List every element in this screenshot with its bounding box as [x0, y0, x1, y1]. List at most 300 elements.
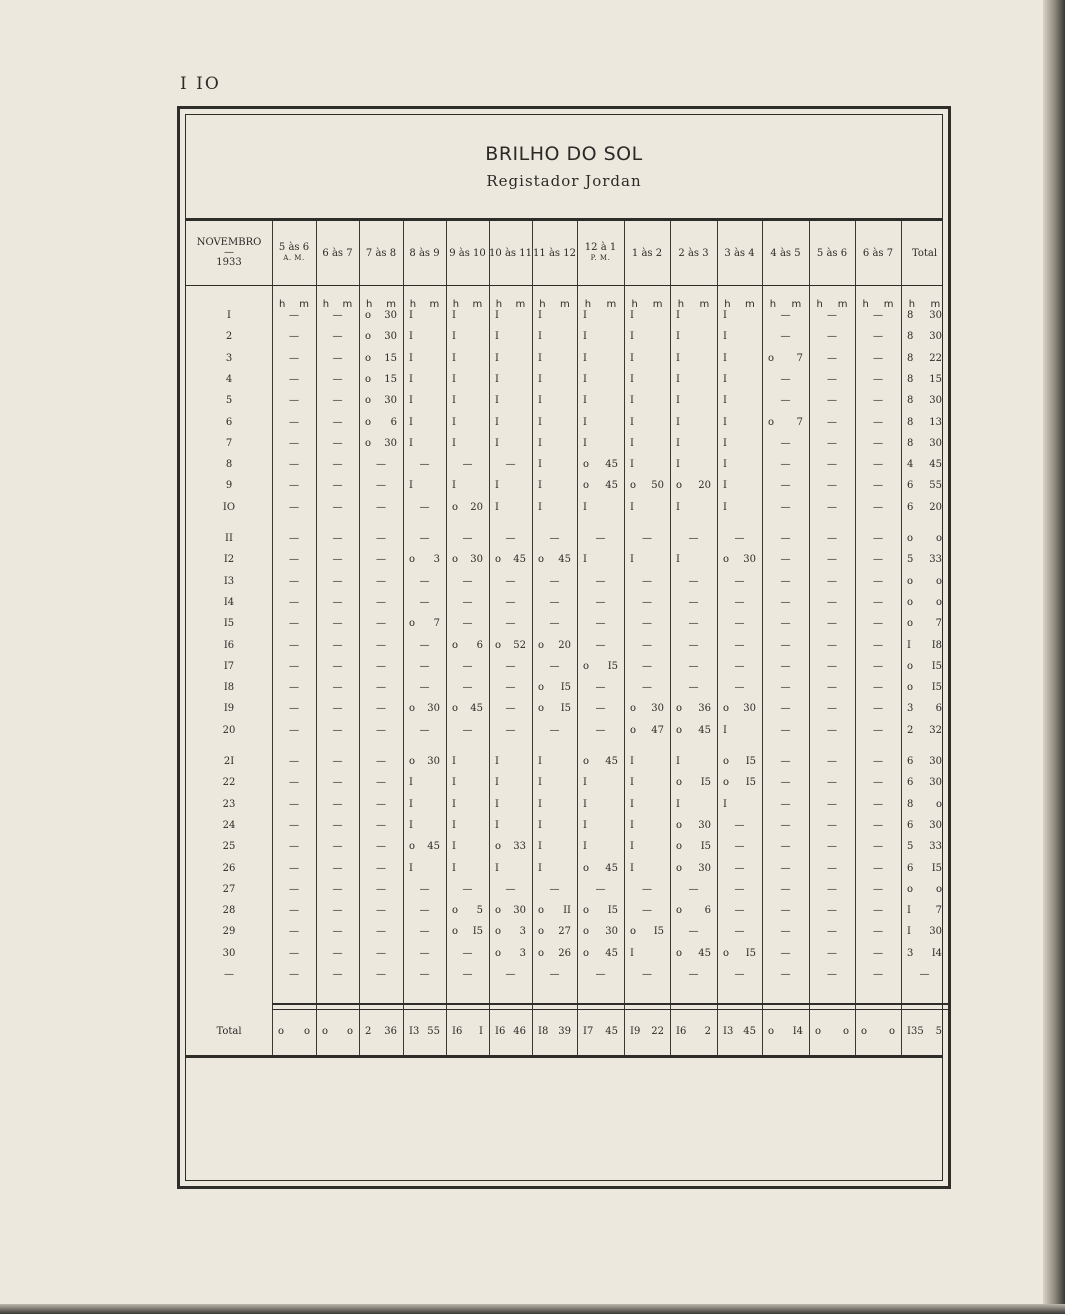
table-cell: —: [780, 331, 791, 342]
row-day: I4: [223, 597, 235, 608]
cell-hours: o: [409, 618, 416, 629]
column-header-label: 2 às 3: [678, 247, 709, 259]
table-cell: [489, 926, 532, 940]
table-cell: I: [676, 310, 680, 321]
cell-minutes: I5: [745, 777, 756, 788]
table-cell: —: [332, 353, 343, 364]
table-cell: —: [873, 533, 883, 544]
table-cell: —: [332, 682, 343, 693]
table-cell: [403, 756, 446, 770]
cell-hours: o: [768, 1026, 775, 1037]
unit-minutes: m: [745, 299, 755, 310]
table-cell: —: [873, 310, 883, 321]
table-cell: —: [827, 969, 837, 980]
table-cell: [532, 1026, 577, 1040]
row-day: I9: [223, 703, 235, 714]
row-day: I: [227, 310, 231, 321]
table-cell: —: [780, 554, 791, 565]
table-cell: —: [289, 395, 299, 406]
table-cell: [901, 502, 948, 516]
cell-hours: o: [452, 502, 459, 513]
table-cell: I: [409, 799, 413, 810]
table-cell: —: [289, 863, 299, 874]
cell-hours: o: [365, 417, 372, 428]
cell-minutes: 46: [513, 1026, 526, 1037]
table-cell: I: [409, 353, 413, 364]
table-cell: I: [409, 438, 413, 449]
table-cell: —: [595, 725, 606, 736]
cell-minutes: 7: [935, 905, 942, 916]
table-cell: I: [630, 863, 634, 874]
table-cell: —: [873, 884, 883, 895]
table-row: [186, 839, 948, 855]
cell-minutes: 3: [433, 554, 440, 565]
table-cell: —: [332, 374, 343, 385]
table-cell: —: [376, 725, 386, 736]
unit-minutes: m: [429, 299, 440, 310]
table-cell: [901, 576, 948, 590]
table-cell: —: [289, 884, 299, 895]
unit-minutes: m: [606, 299, 617, 310]
table-cell: —: [289, 905, 299, 916]
unit-hours: h: [584, 299, 592, 310]
cell-hours: o: [583, 926, 590, 937]
table-cell: —: [827, 863, 837, 874]
table-cell: —: [505, 661, 516, 672]
cell-hours: 8: [907, 310, 914, 321]
table-cell: —: [642, 533, 652, 544]
table-cell: —: [780, 310, 791, 321]
table-cell: I: [538, 374, 542, 385]
table-cell: I: [630, 353, 634, 364]
table-cell: —: [780, 576, 791, 587]
table-cell: —: [873, 682, 883, 693]
cell-hours: o: [676, 480, 683, 491]
table-cell: [359, 331, 403, 345]
table-cell: —: [780, 502, 791, 513]
table-cell: [446, 502, 489, 516]
cell-minutes: 30: [929, 820, 942, 831]
table-cell: [670, 725, 717, 739]
table-cell: [359, 353, 403, 367]
table-cell: —: [688, 661, 699, 672]
table-cell: [670, 820, 717, 834]
table-cell: —: [642, 618, 652, 629]
cell-minutes: 30: [743, 703, 756, 714]
table-cell: —: [289, 459, 299, 470]
table-cell: I: [676, 554, 680, 565]
cell-hours: o: [907, 597, 914, 608]
cell-hours: o: [815, 1026, 822, 1037]
table-cell: I: [452, 756, 456, 767]
cell-minutes: 50: [651, 480, 664, 491]
cell-minutes: I5: [931, 661, 942, 672]
cell-hours: o: [907, 576, 914, 587]
table-cell: —: [734, 682, 745, 693]
table-cell: I: [630, 395, 634, 406]
cell-hours: 6: [907, 756, 914, 767]
table-cell: —: [289, 799, 299, 810]
table-cell: —: [462, 948, 473, 959]
table-cell: —: [419, 533, 430, 544]
table-cell: —: [332, 905, 343, 916]
table-row: [186, 351, 948, 367]
column-header-label: 11 às 12: [533, 247, 576, 259]
table-cell: —: [873, 576, 883, 587]
table-cell: I: [452, 374, 456, 385]
table-cell: I: [723, 331, 727, 342]
table-cell: I: [495, 502, 499, 513]
cell-minutes: 36: [384, 1026, 397, 1037]
row-day: 29: [222, 926, 236, 937]
cell-minutes: 30: [698, 820, 711, 831]
cell-minutes: I5: [653, 926, 664, 937]
table-cell: [577, 948, 624, 962]
cell-minutes: I5: [472, 926, 483, 937]
cell-hours: o: [365, 395, 372, 406]
table-cell: I: [676, 438, 680, 449]
table-cell: I: [538, 395, 542, 406]
table-cell: [901, 438, 948, 452]
table-cell: —: [332, 777, 343, 788]
row-day: I2: [223, 554, 235, 565]
cell-hours: I3: [723, 1026, 734, 1037]
cell-minutes: 22: [929, 353, 942, 364]
table-cell: I: [723, 502, 727, 513]
table-cell: —: [332, 756, 343, 767]
table-cell: [446, 926, 489, 940]
table-cell: —: [419, 459, 430, 470]
table-row: [186, 754, 948, 770]
cell-minutes: I5: [931, 863, 942, 874]
table-cell: —: [734, 533, 745, 544]
table-cell: I: [409, 417, 413, 428]
table-cell: —: [780, 682, 791, 693]
cell-hours: o: [583, 948, 590, 959]
table-cell: [532, 703, 577, 717]
table-cell: —: [549, 661, 560, 672]
cell-minutes: I5: [745, 756, 756, 767]
column-header: [446, 221, 489, 285]
cell-minutes: 45: [470, 703, 483, 714]
table-cell: —: [827, 533, 837, 544]
cell-minutes: o: [935, 799, 942, 810]
month-dash: —: [224, 247, 234, 258]
table-cell: I: [452, 863, 456, 874]
table-cell: [272, 1026, 316, 1040]
cell-hours: 5: [907, 554, 914, 565]
cell-minutes: 33: [929, 841, 942, 852]
table-cell: I: [723, 459, 727, 470]
cell-minutes: I5: [560, 682, 571, 693]
table-cell: [359, 374, 403, 388]
table-cell: I: [583, 374, 587, 385]
table-cell: I: [630, 374, 634, 385]
table-cell: —: [549, 533, 560, 544]
table-cell: [489, 1026, 532, 1040]
cell-hours: o: [409, 703, 416, 714]
row-day: IO: [222, 502, 236, 513]
cell-hours: o: [495, 554, 502, 565]
cell-minutes: 7: [796, 353, 803, 364]
table-cell: I: [538, 353, 542, 364]
table-cell: —: [873, 725, 883, 736]
cell-minutes: I: [479, 1026, 483, 1037]
table-cell: —: [289, 969, 299, 980]
page-binding-edge: [1043, 0, 1065, 1314]
cell-minutes: 15: [384, 353, 397, 364]
column-header: [577, 221, 624, 285]
table-cell: —: [419, 969, 430, 980]
table-cell: [624, 1026, 670, 1040]
column-header-period: A. M.: [283, 254, 305, 262]
table-cell: I: [630, 799, 634, 810]
cell-hours: o: [365, 353, 372, 364]
table-cell: I: [409, 310, 413, 321]
cell-minutes: 7: [796, 417, 803, 428]
column-header: [762, 221, 809, 285]
unit-hours: h: [495, 299, 503, 310]
table-cell: I: [409, 863, 413, 874]
cell-hours: 4: [907, 459, 914, 470]
cell-minutes: 30: [384, 395, 397, 406]
table-cell: —: [734, 863, 745, 874]
table-cell: [901, 820, 948, 834]
table-cell: I: [452, 331, 456, 342]
cell-hours: o: [583, 480, 590, 491]
header-rule: [186, 285, 942, 286]
cell-minutes: 32: [929, 725, 942, 736]
table-cell: —: [505, 533, 516, 544]
table-cell: —: [462, 682, 473, 693]
table-cell: —: [462, 459, 473, 470]
table-cell: —: [376, 703, 386, 714]
table-cell: —: [688, 618, 699, 629]
table-cell: —: [642, 597, 652, 608]
table-cell: —: [332, 395, 343, 406]
table-cell: [624, 926, 670, 940]
table-cell: —: [873, 331, 883, 342]
table-cell: [489, 841, 532, 855]
table-cell: —: [780, 703, 791, 714]
table-cell: I: [409, 777, 413, 788]
cell-hours: o: [538, 948, 545, 959]
cell-hours: o: [768, 353, 775, 364]
row-day: 30: [222, 948, 236, 959]
cell-hours: 6: [907, 502, 914, 513]
row-day: 27: [222, 884, 236, 895]
table-cell: I: [495, 863, 499, 874]
cell-minutes: I5: [931, 682, 942, 693]
cell-hours: o: [365, 374, 372, 385]
cell-hours: I6: [452, 1026, 463, 1037]
table-cell: —: [376, 820, 386, 831]
cell-hours: o: [907, 661, 914, 672]
unit-hours: h: [677, 299, 685, 310]
cell-hours: o: [409, 554, 416, 565]
cell-hours: o: [452, 905, 459, 916]
table-cell: [577, 905, 624, 919]
table-cell: —: [780, 395, 791, 406]
table-cell: [577, 459, 624, 473]
table-cell: —: [549, 884, 560, 895]
table-cell: —: [419, 661, 430, 672]
table-cell: —: [332, 661, 343, 672]
table-row: [186, 775, 948, 791]
column-header: [901, 221, 948, 285]
table-row: [186, 946, 948, 962]
table-cell: —: [549, 725, 560, 736]
table-cell: I: [538, 417, 542, 428]
table-cell: —: [332, 331, 343, 342]
cell-hours: o: [452, 640, 459, 651]
table-row: [186, 478, 948, 494]
row-day: 24: [222, 820, 236, 831]
cell-hours: o: [676, 725, 683, 736]
table-cell: I: [452, 820, 456, 831]
table-cell: [901, 640, 948, 654]
column-header: [272, 221, 316, 285]
table-cell: —: [505, 703, 516, 714]
table-cell: I: [630, 331, 634, 342]
table-cell: —: [376, 480, 386, 491]
table-cell: [901, 533, 948, 547]
cell-hours: I6: [676, 1026, 687, 1037]
table-cell: [489, 554, 532, 568]
table-cell: —: [419, 576, 430, 587]
table-cell: I: [452, 395, 456, 406]
table-cell: —: [376, 926, 386, 937]
cell-hours: o: [768, 417, 775, 428]
column-header-label: 6 às 7: [322, 247, 353, 259]
table-cell: I: [538, 331, 542, 342]
page-subtitle: Registador Jordan: [486, 172, 642, 190]
column-header: [403, 221, 446, 285]
table-cell: I: [538, 841, 542, 852]
table-cell: [901, 777, 948, 791]
cell-hours: o: [723, 703, 730, 714]
cell-minutes: 30: [384, 310, 397, 321]
cell-minutes: 27: [558, 926, 571, 937]
table-cell: I: [630, 438, 634, 449]
table-cell: —: [505, 969, 516, 980]
column-header-label: 7 às 8: [365, 247, 397, 259]
table-cell: —: [873, 438, 883, 449]
table-cell: —: [827, 884, 837, 895]
cell-minutes: 30: [513, 905, 526, 916]
table-cell: —: [827, 841, 837, 852]
table-cell: I: [630, 948, 634, 959]
totals-label: Total: [216, 1026, 242, 1037]
month-header: [186, 221, 272, 285]
cell-minutes: o: [935, 533, 942, 544]
table-cell: —: [780, 863, 791, 874]
row-day: 5: [225, 395, 233, 406]
table-cell: —: [734, 969, 745, 980]
table-cell: —: [780, 480, 791, 491]
table-cell: I: [723, 480, 727, 491]
table-cell: —: [505, 884, 516, 895]
cell-hours: o: [630, 480, 637, 491]
table-cell: —: [419, 948, 430, 959]
cell-minutes: 7: [433, 618, 440, 629]
table-cell: I: [409, 374, 413, 385]
table-cell: [717, 1026, 762, 1040]
table-cell: —: [332, 725, 343, 736]
table-cell: —: [376, 533, 386, 544]
column-header: [316, 221, 359, 285]
cell-hours: o: [495, 948, 502, 959]
table-cell: [717, 756, 762, 770]
cell-minutes: 15: [384, 374, 397, 385]
table-cell: —: [873, 480, 883, 491]
table-cell: [624, 703, 670, 717]
table-cell: [670, 480, 717, 494]
table-cell: [489, 640, 532, 654]
cell-hours: I8: [538, 1026, 549, 1037]
table-cell: [577, 756, 624, 770]
cell-hours: o: [907, 533, 914, 544]
row-day: II: [225, 533, 233, 544]
table-cell: —: [376, 799, 386, 810]
table-row: [186, 415, 948, 431]
table-cell: I: [583, 353, 587, 364]
table-cell: —: [289, 502, 299, 513]
table-cell: —: [549, 618, 560, 629]
cell-hours: 2: [907, 725, 914, 736]
table-cell: —: [376, 777, 386, 788]
table-cell: —: [827, 725, 837, 736]
cell-minutes: o: [842, 1026, 849, 1037]
table-cell: —: [332, 884, 343, 895]
table-cell: I: [538, 502, 542, 513]
cell-hours: 6: [907, 777, 914, 788]
table-cell: —: [642, 661, 652, 672]
table-bottom-rule: [186, 1055, 942, 1058]
table-cell: —: [780, 969, 791, 980]
column-header-period: P. M.: [590, 254, 611, 262]
column-header: [489, 221, 532, 285]
table-cell: —: [642, 682, 652, 693]
table-row: [186, 574, 948, 590]
table-cell: —: [289, 597, 299, 608]
table-cell: —: [827, 820, 837, 831]
table-cell: —: [419, 682, 430, 693]
cell-hours: 8: [907, 353, 914, 364]
table-cell: I: [723, 417, 727, 428]
table-cell: [901, 310, 948, 324]
unit-minutes: m: [699, 299, 710, 310]
cell-hours: o: [452, 554, 459, 565]
table-cell: [532, 948, 577, 962]
table-cell: —: [873, 863, 883, 874]
cell-minutes: 30: [929, 438, 942, 449]
table-cell: [577, 661, 624, 675]
table-cell: I: [452, 353, 456, 364]
table-cell: I: [538, 438, 542, 449]
table-cell: —: [376, 618, 386, 629]
table-cell: —: [462, 884, 473, 895]
table-cell: —: [873, 618, 883, 629]
table-cell: —: [780, 777, 791, 788]
unit-hours: h: [908, 299, 916, 310]
table-cell: —: [289, 725, 299, 736]
table-cell: [901, 554, 948, 568]
cell-hours: o: [861, 1026, 868, 1037]
table-cell: I: [538, 310, 542, 321]
table-cell: [577, 480, 624, 494]
column-header: [855, 221, 901, 285]
